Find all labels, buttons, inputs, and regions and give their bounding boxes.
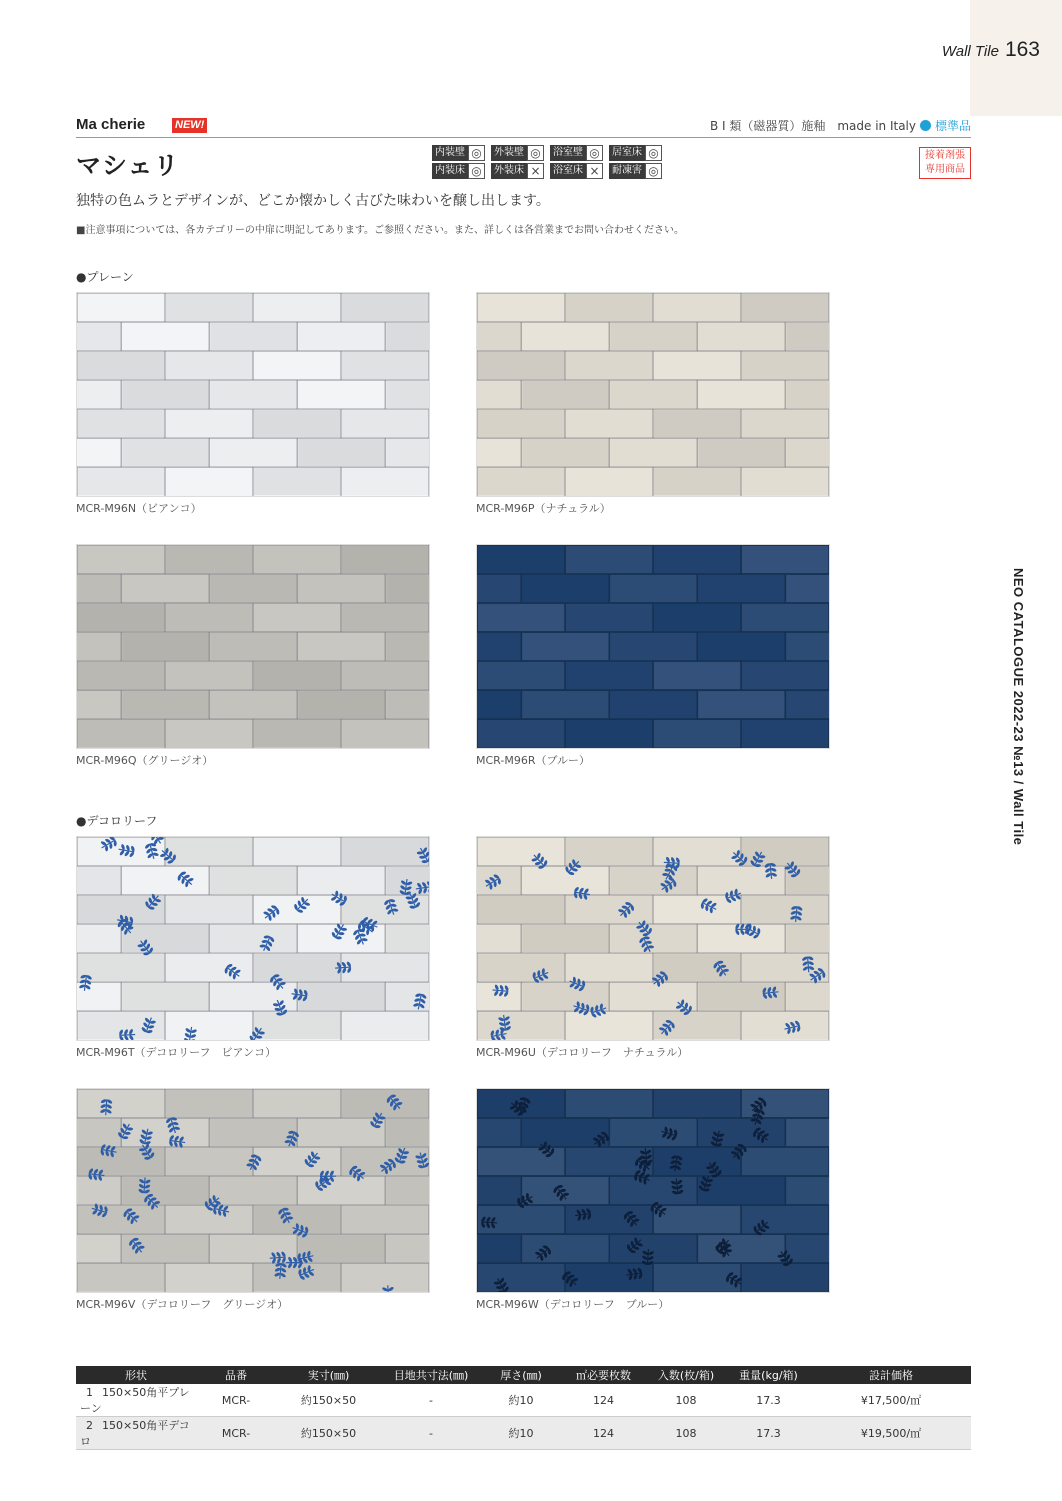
table-cell: 17.3 <box>726 1417 811 1450</box>
usage-label: 浴室床 <box>550 163 586 179</box>
product-title-row <box>76 116 971 138</box>
usage-label: 浴室壁 <box>550 145 586 161</box>
table-cell: ¥19,500/㎡ <box>811 1417 971 1450</box>
header-pieces-per-box: 入数(枚/箱) <box>646 1366 726 1384</box>
adhesive-line-1: 接着剤張 <box>925 150 965 161</box>
shape-name: 150×50角平プレーン <box>80 1386 190 1415</box>
usage-cell <box>609 145 662 161</box>
caution-note: ■注意事項については、各カテゴリーの中扉に明記してあります。ご参照ください。また、詳しくは各営業までお問い合わせください。 <box>76 225 685 236</box>
tile-caption: MCR-M96V（デコロリーフ グリージオ） <box>76 1298 289 1311</box>
usage-cell <box>491 163 544 179</box>
tile-photo <box>76 836 430 1041</box>
usage-mark-icon: × <box>586 163 603 179</box>
standard-label: 標準品 <box>934 119 971 133</box>
usage-mark-icon: ◎ <box>645 145 662 161</box>
table-cell: 124 <box>561 1417 646 1450</box>
usage-cell <box>491 145 544 161</box>
usage-mark-icon: ◎ <box>527 145 544 161</box>
header-shape: 形状 <box>76 1366 196 1384</box>
row-number: 2 <box>86 1419 93 1432</box>
material-spec-text: B I 類（磁器質）施釉 made in Italy <box>709 119 916 133</box>
usage-mark-icon: ◎ <box>586 145 603 161</box>
section-plain-heading: ●プレーン <box>76 270 134 284</box>
table-cell: 約10 <box>481 1417 561 1450</box>
table-cell: 約150×50 <box>276 1384 381 1417</box>
header-thickness: 厚さ(㎜) <box>481 1366 561 1384</box>
usage-mark-icon: ◎ <box>468 145 485 161</box>
catalogue-label-text: NEO CATALOGUE 2022-23 №13 / Wall Tile <box>1011 568 1026 846</box>
header-pieces-per-sqm: ㎡必要枚数 <box>561 1366 646 1384</box>
table-row <box>76 1384 971 1417</box>
tile-photo <box>76 544 430 749</box>
shape-name: 150×50角平デコロ <box>80 1419 190 1448</box>
tile-photo <box>76 292 430 497</box>
cell-shape <box>76 1417 196 1450</box>
usage-cell <box>550 145 603 161</box>
table-cell: 約150×50 <box>276 1417 381 1450</box>
usage-label: 内装壁 <box>432 145 468 161</box>
page-header <box>942 38 1040 62</box>
tile-photo <box>476 292 830 497</box>
section-label: Wall Tile <box>941 43 999 60</box>
table-cell: 17.3 <box>726 1384 811 1417</box>
table-cell: 108 <box>646 1384 726 1417</box>
new-badge: NEW! <box>172 118 207 133</box>
usage-label: 外装壁 <box>491 145 527 161</box>
tile-caption: MCR-M96R（ブルー） <box>476 754 591 767</box>
adhesive-only-badge <box>919 147 971 179</box>
tile-photo <box>476 544 830 749</box>
table-cell: - <box>381 1417 481 1450</box>
usage-grid <box>432 145 662 179</box>
usage-cell <box>432 145 485 161</box>
usage-label: 外装床 <box>491 163 527 179</box>
header-price: 設計価格 <box>811 1366 971 1384</box>
material-spec <box>710 117 971 134</box>
usage-label: 居室床 <box>609 145 645 161</box>
table-cell: - <box>381 1384 481 1417</box>
table-cell: 124 <box>561 1384 646 1417</box>
usage-mark-icon: ◎ <box>645 163 662 179</box>
usage-mark-icon: ◎ <box>468 163 485 179</box>
standard-dot-icon <box>920 120 931 131</box>
usage-mark-icon: × <box>527 163 544 179</box>
header-weight: 重量(kg/箱) <box>726 1366 811 1384</box>
spec-table <box>76 1366 971 1450</box>
usage-cell <box>550 163 603 179</box>
usage-cell <box>432 163 485 179</box>
tile-caption: MCR-M96P（ナチュラル） <box>476 502 611 515</box>
cell-shape <box>76 1384 196 1417</box>
usage-cell <box>609 163 662 179</box>
table-row <box>76 1417 971 1450</box>
series-name: Ma cherie <box>76 116 146 133</box>
header-joint-size: 目地共寸法(㎜) <box>381 1366 481 1384</box>
tile-caption: MCR-M96N（ビアンコ） <box>76 502 202 515</box>
usage-label: 耐凍害 <box>609 163 645 179</box>
spec-table-header <box>76 1366 971 1384</box>
usage-label: 内装床 <box>432 163 468 179</box>
tile-caption: MCR-M96U（デコロリーフ ナチュラル） <box>476 1046 689 1059</box>
table-cell: 約10 <box>481 1384 561 1417</box>
tile-photo <box>476 836 830 1041</box>
tile-caption: MCR-M96Q（グリージオ） <box>76 754 214 767</box>
side-catalogue-label <box>1008 568 1028 888</box>
page-number: 163 <box>1004 38 1040 61</box>
adhesive-line-2: 専用商品 <box>925 164 965 175</box>
row-number: 1 <box>86 1386 93 1399</box>
japanese-product-name: マシェリ <box>76 151 180 180</box>
tile-caption: MCR-M96W（デコロリーフ ブルー） <box>476 1298 670 1311</box>
table-cell: ¥17,500/㎡ <box>811 1384 971 1417</box>
header-code: 品番 <box>196 1366 276 1384</box>
tile-caption: MCR-M96T（デコロリーフ ビアンコ） <box>76 1046 277 1059</box>
tile-photo <box>76 1088 430 1293</box>
product-description: 独特の色ムラとデザインが、どこか懐かしく古びた味わいを醸し出します。 <box>76 193 550 209</box>
table-cell: MCR- <box>196 1417 276 1450</box>
tile-photo <box>476 1088 830 1293</box>
section-deco-heading: ●デコロリーフ <box>76 814 158 828</box>
table-cell: MCR- <box>196 1384 276 1417</box>
header-size: 実寸(㎜) <box>276 1366 381 1384</box>
table-cell: 108 <box>646 1417 726 1450</box>
